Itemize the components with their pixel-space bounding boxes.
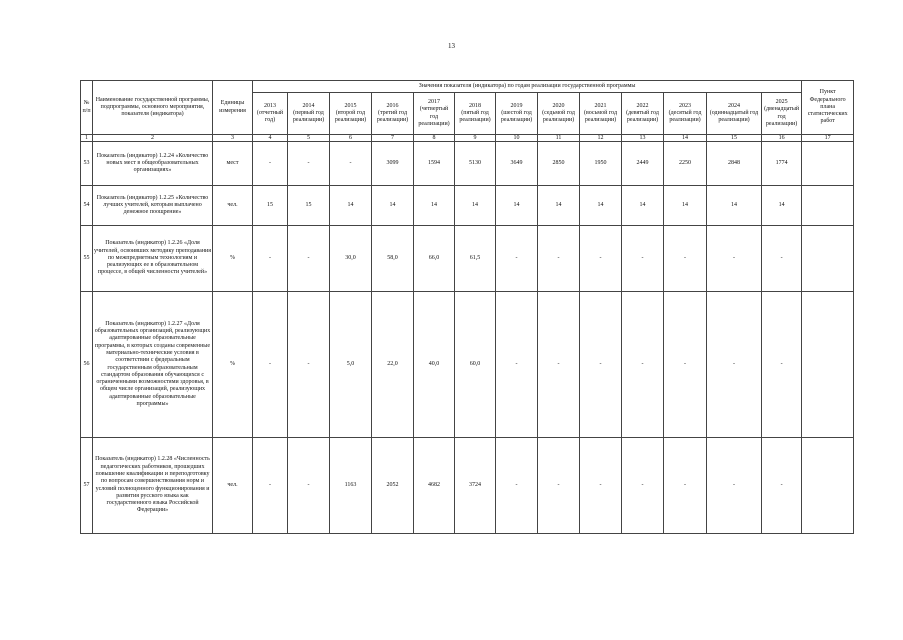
header-values-title: Значения показателя (индикатора) по годам реализации государственной программы — [253, 81, 802, 93]
row-number: 55 — [81, 226, 93, 292]
year-label: 2014 — [302, 102, 315, 109]
header-year-2025 — [762, 93, 802, 135]
table-row — [81, 186, 854, 226]
plan-cell — [802, 292, 854, 438]
header-year-2017 — [414, 93, 455, 135]
row-number: 57 — [81, 438, 93, 534]
value-cell: 14 — [372, 186, 414, 226]
column-number: 11 — [538, 135, 580, 142]
value-cell: 14 — [496, 186, 538, 226]
year-note: (восьмой год реализации) — [583, 109, 618, 124]
value-cell: 14 — [622, 186, 664, 226]
value-cell: - — [664, 438, 707, 534]
value-cell: - — [496, 438, 538, 534]
value-cell: - — [538, 292, 580, 438]
value-cell: - — [622, 226, 664, 292]
year-note: (седьмой год реализации) — [542, 109, 575, 124]
year-note: (двенадцатый год реализации) — [764, 106, 800, 127]
value-cell: 30,0 — [330, 226, 372, 292]
column-number: 6 — [330, 135, 372, 142]
value-cell: - — [707, 226, 762, 292]
value-cell: - — [762, 292, 802, 438]
header-year-2018 — [455, 93, 496, 135]
column-number: 2 — [93, 135, 213, 142]
value-cell: - — [762, 226, 802, 292]
header-year-2016 — [372, 93, 414, 135]
column-number: 14 — [664, 135, 707, 142]
plan-cell — [802, 438, 854, 534]
year-note: (пятый год реализации) — [459, 109, 491, 124]
value-cell: - — [580, 292, 622, 438]
value-cell: - — [288, 226, 330, 292]
value-cell: 3099 — [372, 142, 414, 186]
year-label: 2016 — [386, 102, 399, 109]
value-cell: 1774 — [762, 142, 802, 186]
value-cell: 14 — [414, 186, 455, 226]
row-number: 56 — [81, 292, 93, 438]
table-body — [81, 142, 854, 534]
value-cell: - — [288, 142, 330, 186]
value-cell: 5130 — [455, 142, 496, 186]
value-cell: 14 — [455, 186, 496, 226]
value-cell: - — [707, 292, 762, 438]
header-num: № п/п — [81, 81, 93, 135]
indicator-name: Показатель (индикатор) 1.2.24 «Количество новых мест в общеобразовательных организациях» — [93, 142, 213, 186]
value-cell: 1594 — [414, 142, 455, 186]
value-cell: - — [496, 226, 538, 292]
column-numbers-row — [81, 135, 854, 142]
year-note: (одиннадцатый год реализации) — [709, 109, 759, 124]
value-cell: - — [253, 292, 288, 438]
column-number: 12 — [580, 135, 622, 142]
value-cell: 4682 — [414, 438, 455, 534]
value-cell: 14 — [664, 186, 707, 226]
value-cell: - — [253, 226, 288, 292]
year-label: 2020 — [552, 102, 565, 109]
value-cell: - — [622, 292, 664, 438]
value-cell: 2250 — [664, 142, 707, 186]
year-note: (десятый год реализации) — [668, 109, 702, 124]
column-number: 13 — [622, 135, 664, 142]
value-cell: 14 — [538, 186, 580, 226]
unit-cell: % — [213, 226, 253, 292]
value-cell: 5,0 — [330, 292, 372, 438]
plan-cell — [802, 186, 854, 226]
value-cell: 2850 — [538, 142, 580, 186]
year-label: 2019 — [510, 102, 523, 109]
column-number: 7 — [372, 135, 414, 142]
table-row — [81, 292, 854, 438]
value-cell: 14 — [330, 186, 372, 226]
value-cell: 15 — [288, 186, 330, 226]
value-cell: 2848 — [707, 142, 762, 186]
value-cell: - — [707, 438, 762, 534]
year-note: (четвертый год реализации) — [418, 106, 450, 127]
year-note: (второй год реализации) — [334, 109, 367, 124]
year-label: 2018 — [469, 102, 481, 109]
column-number: 10 — [496, 135, 538, 142]
column-number: 16 — [762, 135, 802, 142]
year-label: 2024 — [728, 102, 740, 109]
column-number: 1 — [81, 135, 93, 142]
header-name: Наименование государственной программы, подпрограммы, основного мероприятия, показателя (индикатора) — [93, 81, 213, 135]
row-number: 54 — [81, 186, 93, 226]
year-label: 2017 — [428, 98, 440, 105]
value-cell: 2449 — [622, 142, 664, 186]
value-cell: 3649 — [496, 142, 538, 186]
year-note: (шестой год реализации) — [500, 109, 533, 124]
value-cell: 22,0 — [372, 292, 414, 438]
value-cell: - — [253, 142, 288, 186]
row-number: 53 — [81, 142, 93, 186]
year-label: 2021 — [594, 102, 607, 109]
year-label: 2023 — [679, 102, 691, 109]
indicator-name: Показатель (индикатор) 1.2.27 «Доля образовательных организаций, реализующих адаптированные образовательные программы, в которых созданы современные материально-технические условия в соответствии с федеральным государственным образовательным стандартом образования обучающихся с ограниченными возможностями здоровья, в общем числе организаций, реализующих адаптированные образовательные программы» — [93, 292, 213, 438]
value-cell: 60,0 — [455, 292, 496, 438]
table-row — [81, 142, 854, 186]
header-year-2020 — [538, 93, 580, 135]
indicators-table — [80, 80, 854, 534]
value-cell: 14 — [580, 186, 622, 226]
column-number: 9 — [455, 135, 496, 142]
header-plan: Пункт Федерального плана статистических работ — [802, 81, 854, 135]
year-label: 2025 — [775, 98, 788, 105]
header-year-2022 — [622, 93, 664, 135]
value-cell: 66,0 — [414, 226, 455, 292]
value-cell: - — [664, 226, 707, 292]
value-cell: 15 — [253, 186, 288, 226]
value-cell: - — [288, 292, 330, 438]
value-cell: - — [622, 438, 664, 534]
value-cell: - — [538, 438, 580, 534]
indicator-name: Показатель (индикатор) 1.2.25 «Количество лучших учителей, которым выплачено денежное поощрение» — [93, 186, 213, 226]
page-number: 13 — [448, 42, 455, 50]
plan-cell — [802, 142, 854, 186]
value-cell: - — [538, 226, 580, 292]
value-cell: 14 — [707, 186, 762, 226]
year-note: (девятый год реализации) — [626, 109, 659, 124]
column-number: 5 — [288, 135, 330, 142]
value-cell: - — [288, 438, 330, 534]
header-year-2024 — [707, 93, 762, 135]
column-number: 3 — [213, 135, 253, 142]
value-cell: 1950 — [580, 142, 622, 186]
header-year-2021 — [580, 93, 622, 135]
header-unit: Единицы измерения — [213, 81, 253, 135]
year-label: 2022 — [636, 102, 649, 109]
year-note: (отчетный год) — [256, 109, 284, 124]
value-cell: 3724 — [455, 438, 496, 534]
table-row — [81, 438, 854, 534]
value-cell: - — [664, 292, 707, 438]
indicator-name: Показатель (индикатор) 1.2.28 «Численность педагогических работников, прошедших повышение квалификации и переподготовку по вопросам совершенствования норм и условий полноценного функционирования и развития русского языка как государственного языка Российской Федерации» — [93, 438, 213, 534]
column-number: 8 — [414, 135, 455, 142]
value-cell: 58,0 — [372, 226, 414, 292]
indicator-name: Показатель (индикатор) 1.2.26 «Доля учителей, освоивших методику преподавания по межпредметным технологиям и реализующих ее в образовательном процессе, в общей численности учителей» — [93, 226, 213, 292]
header-year-2023 — [664, 93, 707, 135]
value-cell: - — [580, 226, 622, 292]
year-note: (третий год реализации) — [376, 109, 409, 124]
value-cell: - — [580, 438, 622, 534]
column-number: 15 — [707, 135, 762, 142]
value-cell: 14 — [762, 186, 802, 226]
header-year-2013 — [253, 93, 288, 135]
year-label: 2013 — [264, 102, 276, 109]
value-cell: 61,5 — [455, 226, 496, 292]
value-cell: 40,0 — [414, 292, 455, 438]
year-note: (первый год реализации) — [292, 109, 325, 124]
value-cell: 2052 — [372, 438, 414, 534]
header-year-2014 — [288, 93, 330, 135]
value-cell: - — [253, 438, 288, 534]
plan-cell — [802, 226, 854, 292]
header-year-2019 — [496, 93, 538, 135]
column-number: 4 — [253, 135, 288, 142]
value-cell: - — [762, 438, 802, 534]
table-row — [81, 226, 854, 292]
year-label: 2015 — [344, 102, 357, 109]
value-cell: - — [330, 142, 372, 186]
header-year-2015 — [330, 93, 372, 135]
value-cell: 1163 — [330, 438, 372, 534]
value-cell: - — [496, 292, 538, 438]
unit-cell: % — [213, 292, 253, 438]
unit-cell: чел. — [213, 186, 253, 226]
unit-cell: чел. — [213, 438, 253, 534]
column-number: 17 — [802, 135, 854, 142]
unit-cell: мест — [213, 142, 253, 186]
